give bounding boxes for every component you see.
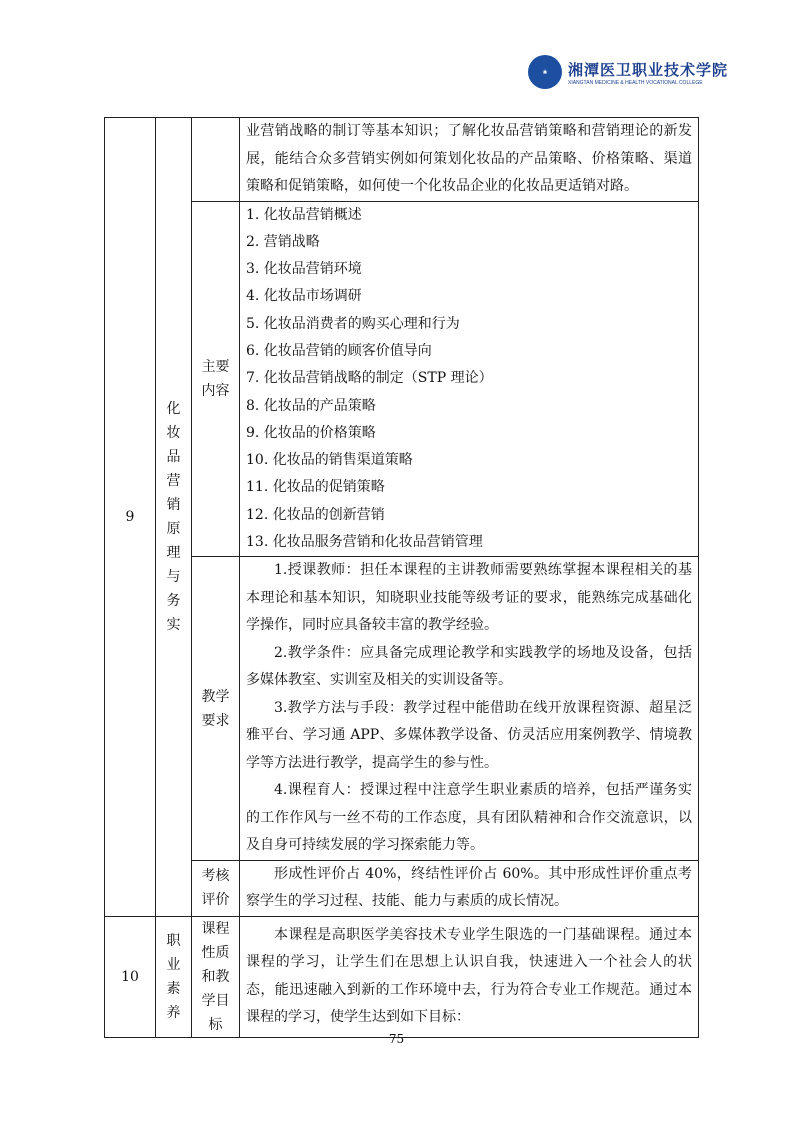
college-logo [528,55,728,89]
content-label: 主要内容 [201,358,230,399]
list-item: 3. 化妆品营销环境 [246,261,362,278]
logo-name: 湘潭医卫职业技术学院 [568,60,729,79]
table-row [105,201,699,557]
list-item: 11. 化妆品的促销策略 [246,479,385,496]
nature-text: 本课程是高职医学美容技术专业学生限选的一门基础课程。通过本课程的学习，让学生们在思想上认识自我，快速进入一个社会人的状态，能迅速融入到新的工作环境中去，行为符合专业工作规范。通过本课程的学习，使学生达到如下目标： [246,926,692,1026]
table-row [105,860,699,916]
teach-label: 教学要求 [201,688,230,729]
table-row [105,916,699,1037]
logo-subtitle: XIANGTAN MEDICINE & HEALTH VOCATIONAL COLLEGE [568,79,703,86]
list-item: 5. 化妆品消费者的购买心理和行为 [246,315,460,332]
list-item: 13. 化妆品服务营销和化妆品营销管理 [246,534,483,551]
teach-paragraph: 1.授课教师：担任本课程的主讲教师需要熟练掌握本课程相关的基本理论和基本知识，知晓职业技能等级考证的要求，能熟练完成基础化学操作，同时应具备较丰富的教学经验。 [246,562,692,634]
row-number: 9 [105,118,156,917]
course-name: 化妆品营销原理与务实 [166,400,181,633]
assess-label: 考核评价 [201,868,230,909]
row-number: 10 [105,916,156,1037]
list-item: 9. 化妆品的价格策略 [246,424,376,441]
list-item: 10. 化妆品的销售渠道策略 [246,452,413,469]
list-item: 7. 化妆品营销战略的制定（STP 理论） [246,370,493,387]
page-number: 75 [388,1032,405,1046]
list-item: 1. 化妆品营销概述 [246,206,362,223]
teach-paragraph: 2.教学条件：应具备完成理论教学和实践教学的场地及设备，包括多媒体教室、实训室及相关的实训设备等。 [246,644,692,689]
table-row [105,118,699,202]
course-table [104,117,699,1038]
table-row [105,557,699,861]
teach-paragraph: 4.课程育人：授课过程中注意学生职业素质的培养，包括严谨务实的工作作风与一丝不苟的工作态度，具有团队精神和合作交流意识，以及自身可持续发展的学习探索能力等。 [246,782,692,854]
list-item: 12. 化妆品的创新营销 [246,506,385,523]
teach-paragraph: 3.教学方法与手段：教学过程中能借助在线开放课程资源、超星泛雅平台、学习通 APP、多媒体教学设备、仿灵活应用案例教学、情境教学等方法进行教学，提高学生的参与性。 [246,699,692,771]
college-seal-icon: ❀ [528,55,562,89]
list-item: 2. 营销战略 [246,233,320,250]
content-list [240,201,699,557]
list-item: 4. 化妆品市场调研 [246,288,362,305]
continued-text: 业营销战略的制订等基本知识；了解化妆品营销策略和营销理论的新发展，能结合众多营销实例如何策划化妆品的产品策略、价格策略、渠道策略和促销策略，如何使一个化妆品企业的化妆品更适销对路。 [246,123,692,194]
course-name: 职业素养 [166,932,181,1021]
list-item: 8. 化妆品的产品策略 [246,397,376,414]
list-item: 6. 化妆品营销的顾客价值导向 [246,342,432,359]
nature-label: 课程性质和教学目标 [201,920,230,1033]
assess-text: 形成性评价占 40%，终结性评价占 60%。其中形成性评价重点考察学生的学习过程、技能、能力与素质的成长情况。 [246,865,692,910]
